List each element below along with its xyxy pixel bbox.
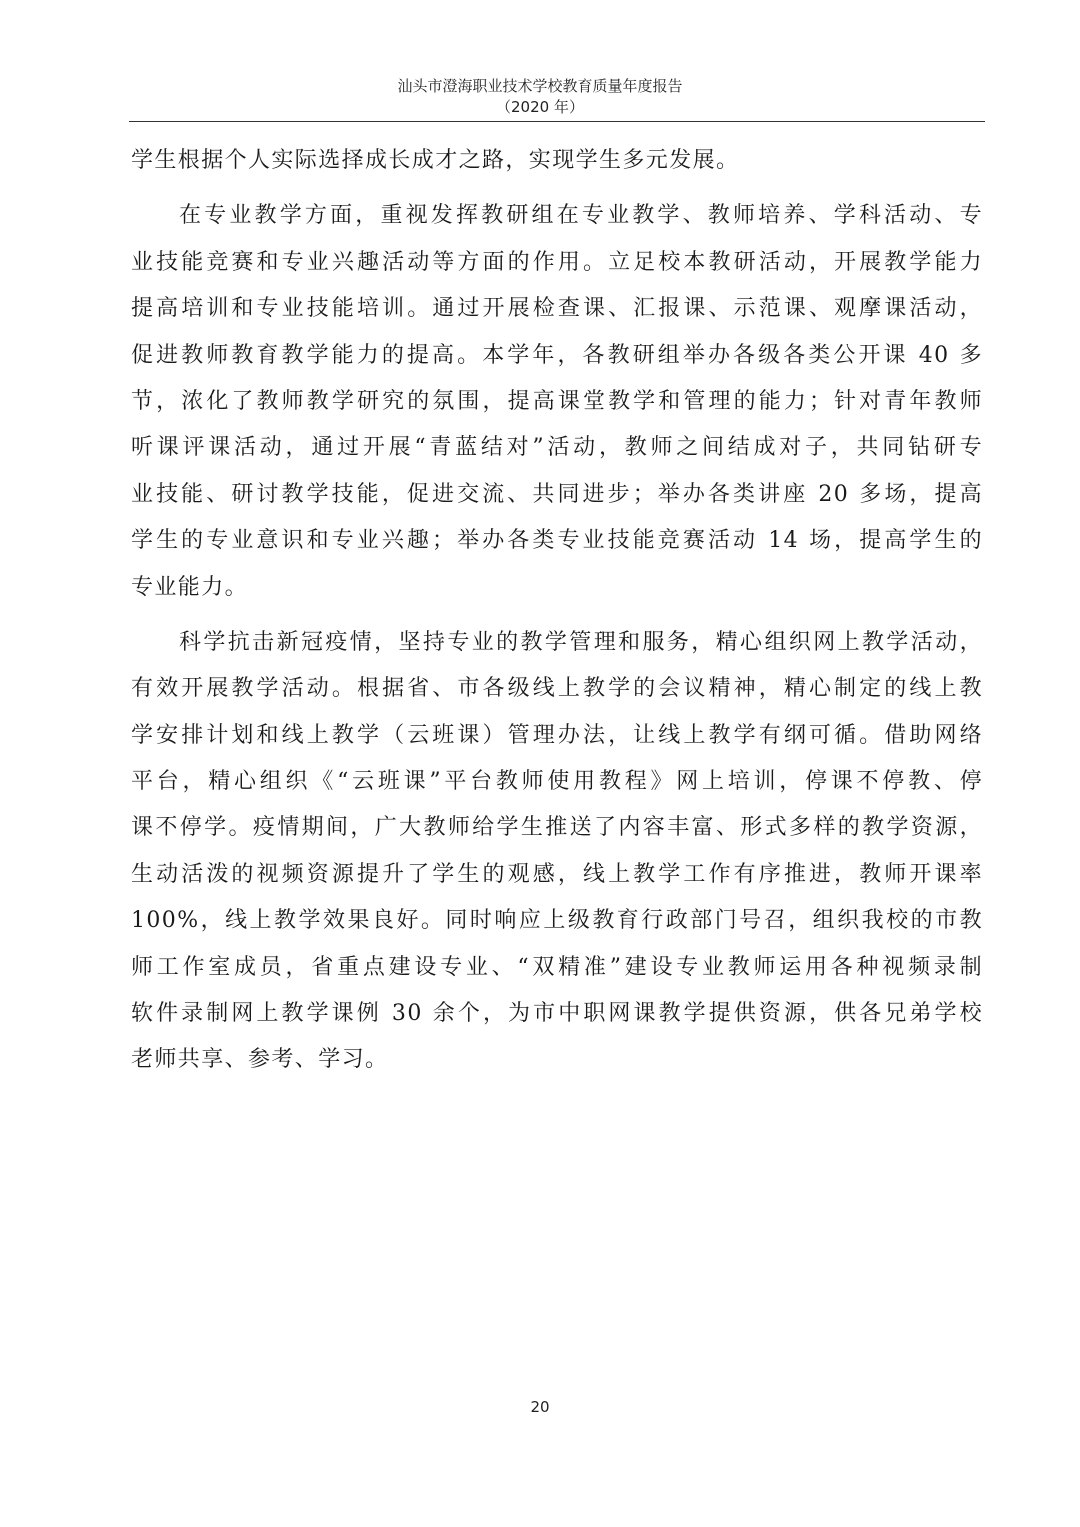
text-line: 软件录制网上教学课例 30 余个，为市中职网课教学提供资源，供各兄弟学校 [131, 1001, 983, 1027]
text-line: 学安排计划和线上教学（云班课）管理办法，让线上教学有纲可循。借助网络 [131, 722, 983, 748]
text-line: 在专业教学方面，重视发挥教研组在专业教学、教师培养、学科活动、专 [179, 203, 983, 229]
text-line: 生动活泼的视频资源提升了学生的观感，线上教学工作有序推进，教师开课率 [131, 861, 983, 887]
text-line: 课不停学。疫情期间，广大教师给学生推送了内容丰富、形式多样的教学资源， [131, 815, 983, 841]
text-line: 科学抗击新冠疫情，坚持专业的教学管理和服务，精心组织网上教学活动， [179, 629, 983, 655]
page-number: 20 [530, 1398, 550, 1416]
text-line: 老师共享、参考、学习。 [131, 1047, 389, 1073]
text-line: 促进教师教育教学能力的提高。本学年，各教研组举办各级各类公开课 40 多 [131, 342, 983, 368]
report-title: 汕头市澄海职业技术学校教育质量年度报告 [397, 77, 683, 95]
text-line: 节，浓化了教师教学研究的氛围，提高课堂教学和管理的能力；针对青年教师 [131, 388, 983, 414]
text-line: 专业能力。 [131, 574, 249, 600]
report-year: （2020 年） [496, 98, 584, 116]
body-text [131, 138, 983, 1084]
text-line: 有效开展教学活动。根据省、市各级线上教学的会议精神，精心制定的线上教 [131, 676, 983, 702]
text-line: 平台，精心组织《“云班课”平台教师使用教程》网上培训，停课不停教、停 [131, 769, 983, 795]
header-divider [129, 121, 985, 122]
text-line: 业技能竞赛和专业兴趣活动等方面的作用。立足校本教研活动，开展教学能力 [131, 249, 983, 275]
paragraph [131, 193, 983, 611]
text-line: 学生根据个人实际选择成长成才之路，实现学生多元发展。 [131, 148, 740, 173]
paragraph [131, 620, 983, 1084]
text-line: 100%，线上教学效果良好。同时响应上级教育行政部门号召，组织我校的市教 [131, 908, 983, 934]
text-line: 提高培训和专业技能培训。通过开展检查课、汇报课、示范课、观摩课活动， [131, 296, 983, 322]
text-line: 学生的专业意识和专业兴趣；举办各类专业技能竞赛活动 14 场，提高学生的 [131, 528, 983, 554]
text-line: 听课评课活动，通过开展“青蓝结对”活动，教师之间结成对子，共同钻研专 [131, 435, 983, 461]
page-header [0, 76, 1080, 118]
paragraph [131, 138, 983, 184]
text-line: 业技能、研讨教学技能，促进交流、共同进步；举办各类讲座 20 多场，提高 [131, 481, 983, 507]
text-line: 师工作室成员，省重点建设专业、“双精准”建设专业教师运用各种视频录制 [131, 954, 983, 980]
